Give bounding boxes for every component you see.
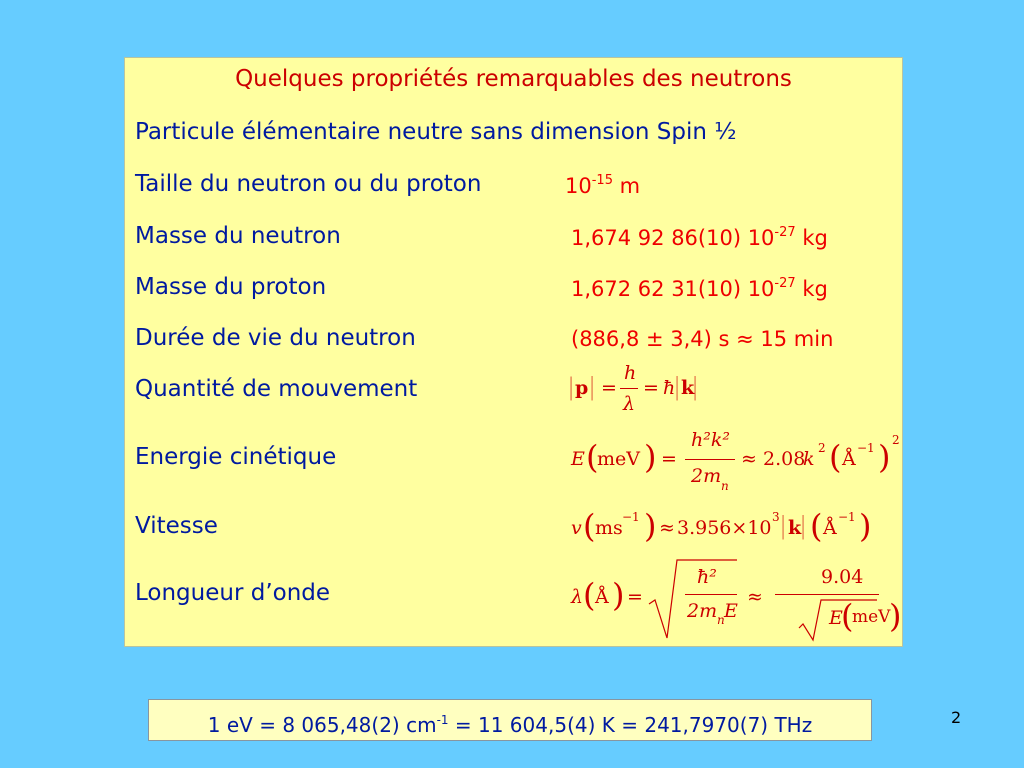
label-vitesse: Vitesse xyxy=(135,513,218,539)
velocity-k: k xyxy=(788,517,802,539)
paren-open: ( xyxy=(829,438,842,476)
fraction-bar xyxy=(685,594,737,595)
wavelength-num2: 9.04 xyxy=(821,566,864,588)
paren-open: ( xyxy=(583,507,596,545)
energy-kexp: 2 xyxy=(818,441,826,455)
velocity-unit: ms xyxy=(595,517,623,539)
paren-close: ) xyxy=(889,597,902,635)
label-longueur: Longueur d’onde xyxy=(135,580,331,606)
value-masse-neutron-base: 1,674 92 86(10) 10 xyxy=(571,226,775,250)
value-taille-exp: -15 xyxy=(591,173,613,188)
momentum-p: p xyxy=(575,377,589,399)
momentum-den: λ xyxy=(623,393,636,415)
momentum-eq1: = xyxy=(601,377,617,399)
velocity-formula xyxy=(567,508,887,552)
energy-E: E xyxy=(571,448,585,470)
velocity-approx: ≈ xyxy=(659,517,675,539)
energy-den: 2m xyxy=(691,465,722,487)
abs-bar: | xyxy=(781,512,785,540)
panel-title: Quelques propriétés remarquables des neutrons xyxy=(235,66,792,92)
label-masse-proton: Masse du proton xyxy=(135,274,327,300)
fraction-bar xyxy=(685,459,735,460)
paren-close: ) xyxy=(612,576,625,614)
conversion-footer xyxy=(148,699,872,741)
wavelength-lambda: λ xyxy=(571,586,584,608)
velocity-ang: Å xyxy=(823,517,837,539)
paren-open: ( xyxy=(583,576,596,614)
paren-open: ( xyxy=(586,438,599,476)
label-quantite: Quantité de mouvement xyxy=(135,376,418,402)
value-masse-neutron-exp: -27 xyxy=(774,225,796,240)
paren-close: ) xyxy=(878,438,891,476)
momentum-eq2: = xyxy=(643,377,659,399)
label-particule: Particule élémentaire neutre sans dimension Spin ½ xyxy=(135,119,737,145)
paren-open: ( xyxy=(841,597,854,635)
fraction-bar xyxy=(775,594,879,595)
footer-part1: 1 eV = 8 065,48(2) cm xyxy=(207,713,437,737)
energy-formula xyxy=(567,428,907,498)
value-duree: (886,8 ± 3,4) s ≈ 15 min xyxy=(571,327,834,351)
paren-open: ( xyxy=(810,507,823,545)
velocity-coefexp: 3 xyxy=(772,510,780,524)
page-number: 2 xyxy=(951,708,962,727)
energy-outexp: 2 xyxy=(892,433,900,447)
energy-coef: 2.08 xyxy=(763,448,806,470)
velocity-v: v xyxy=(571,517,582,539)
energy-sub: n xyxy=(721,479,729,493)
footer-exp: -1 xyxy=(436,713,449,727)
paren-close: ) xyxy=(859,507,872,545)
velocity-coef: 3.956×10 xyxy=(677,517,772,539)
energy-angexp: −1 xyxy=(857,441,875,455)
value-masse-proton-exp: -27 xyxy=(774,276,796,291)
wavelength-E: E xyxy=(829,607,843,629)
energy-approx: ≈ xyxy=(741,448,757,470)
velocity-angexp: −1 xyxy=(838,510,856,524)
wavelength-sub: n xyxy=(717,613,725,627)
momentum-k: k xyxy=(681,377,695,399)
abs-bar: | xyxy=(675,373,679,401)
energy-num: h²k² xyxy=(691,429,730,451)
label-taille: Taille du neutron ou du proton xyxy=(135,171,482,197)
label-masse-neutron: Masse du neutron xyxy=(135,223,341,249)
value-taille-unit: m xyxy=(612,174,641,198)
momentum-hbar: ħ xyxy=(663,377,676,399)
value-masse-proton-unit: kg xyxy=(795,277,828,301)
value-masse-neutron-unit: kg xyxy=(795,226,828,250)
value-masse-proton-base: 1,672 62 31(10) 10 xyxy=(571,277,775,301)
abs-bar: | xyxy=(801,512,805,540)
label-duree: Durée de vie du neutron xyxy=(135,325,416,351)
abs-bar: | xyxy=(590,373,594,401)
paren-close: ) xyxy=(644,507,657,545)
energy-ang: Å xyxy=(842,448,856,470)
footer-part2: = 11 604,5(4) K = 241,7970(7) THz xyxy=(448,713,813,737)
value-masse-proton xyxy=(571,276,828,301)
velocity-unitexp: −1 xyxy=(622,510,640,524)
paren-close: ) xyxy=(644,438,657,476)
label-energie: Energie cinétique xyxy=(135,444,337,470)
momentum-formula xyxy=(567,362,727,422)
momentum-num: h xyxy=(624,362,637,384)
wavelength-approx: ≈ xyxy=(747,586,763,608)
energy-eq: = xyxy=(661,448,677,470)
wavelength-den: 2m xyxy=(687,600,718,622)
value-masse-neutron xyxy=(571,225,828,250)
value-taille xyxy=(565,173,640,198)
properties-panel xyxy=(124,57,903,647)
value-taille-base: 10 xyxy=(565,174,592,198)
wavelength-num: ħ² xyxy=(697,566,717,588)
abs-bar: | xyxy=(693,373,697,401)
fraction-bar xyxy=(620,388,638,389)
wavelength-formula xyxy=(567,558,902,646)
wavelength-unit: meV xyxy=(852,607,891,627)
energy-k: k xyxy=(803,448,815,470)
abs-bar: | xyxy=(569,373,573,401)
wavelength-eq: = xyxy=(627,586,643,608)
wavelength-ang: Å xyxy=(595,586,609,608)
wavelength-denE: E xyxy=(724,600,738,622)
energy-unit: meV xyxy=(597,448,640,470)
